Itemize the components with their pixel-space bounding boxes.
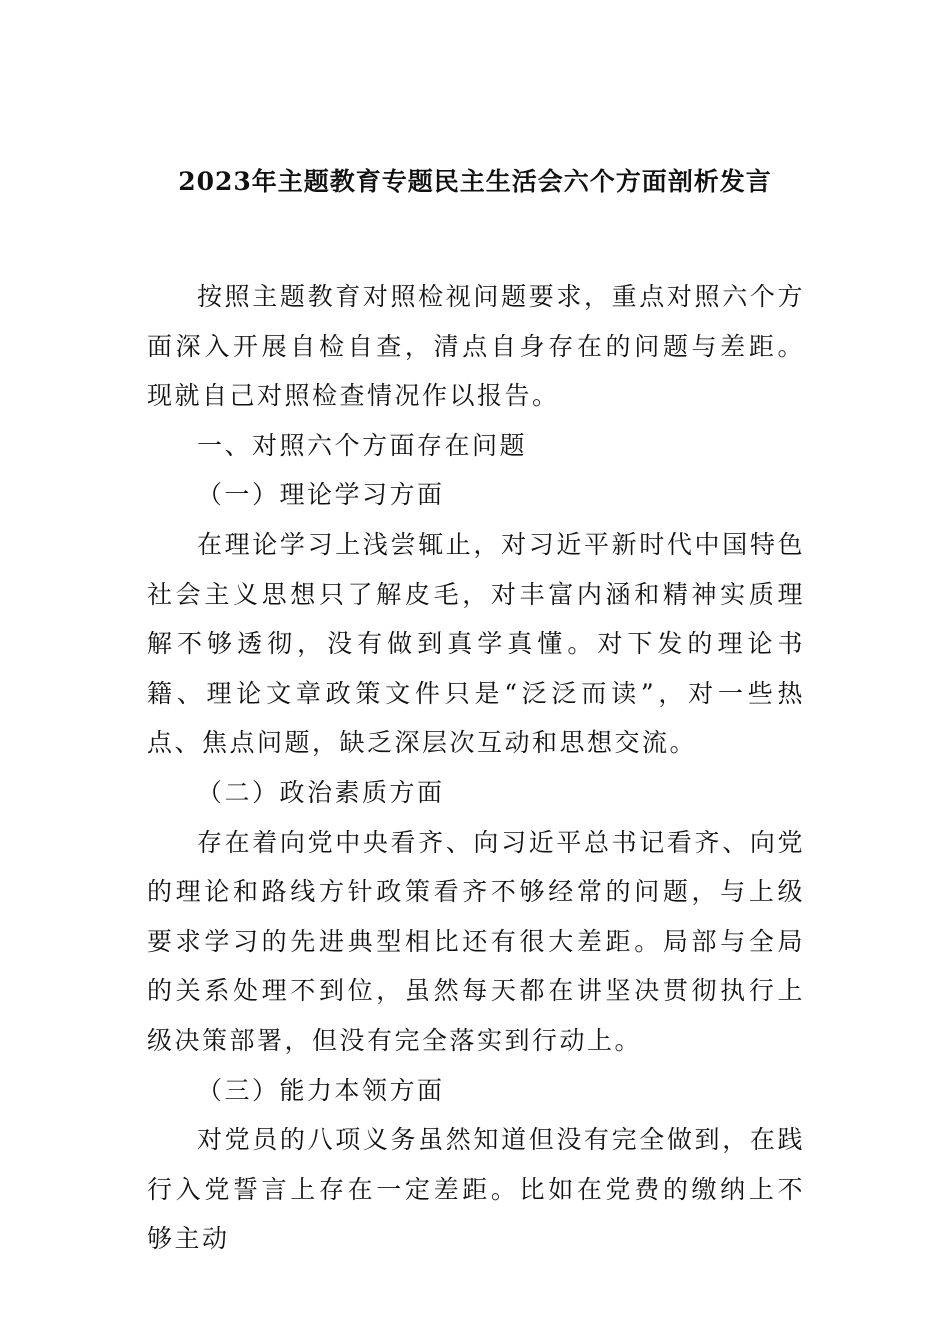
intro-paragraph: 按照主题教育对照检视问题要求，重点对照六个方面深入开展自检自查，清点自身存在的问题与差距。现就自己对照检查情况作以报告。 bbox=[147, 282, 805, 411]
theory-paragraph: 在理论学习上浅尝辄止，对习近平新时代中国特色社会主义思想只了解皮毛，对丰富内涵和精神实质理解不够透彻，没有做到真学真懂。对下发的理论书籍、理论文章政策文件只是“泛泛而读”，对一些热点、焦点问题，缺乏深层次互动和思想交流。 bbox=[147, 529, 805, 758]
subsection-heading-politics: （二）政治素质方面 bbox=[197, 777, 445, 807]
ability-paragraph: 对党员的八项义务虽然知道但没有完全做到，在践行入党誓言上存在一定差距。比如在党费的缴纳上不够主动 bbox=[147, 1125, 805, 1254]
subsection-heading-theory: （一）理论学习方面 bbox=[197, 480, 445, 510]
subsection-heading-ability: （三）能力本领方面 bbox=[197, 1075, 445, 1105]
politics-paragraph: 存在着向党中央看齐、向习近平总书记看齐、向党的理论和路线方针政策看齐不够经常的问题，与上级要求学习的先进典型相比还有很大差距。局部与全局的关系处理不到位，虽然每天都在讲坚决贯彻执行上级决策部署，但没有完全落实到行动上。 bbox=[147, 827, 805, 1055]
document-title: 2023年主题教育专题民主生活会六个方面剖析发言 bbox=[178, 167, 772, 196]
section-heading: 一、对照六个方面存在问题 bbox=[197, 430, 528, 460]
document-body bbox=[147, 272, 805, 1264]
